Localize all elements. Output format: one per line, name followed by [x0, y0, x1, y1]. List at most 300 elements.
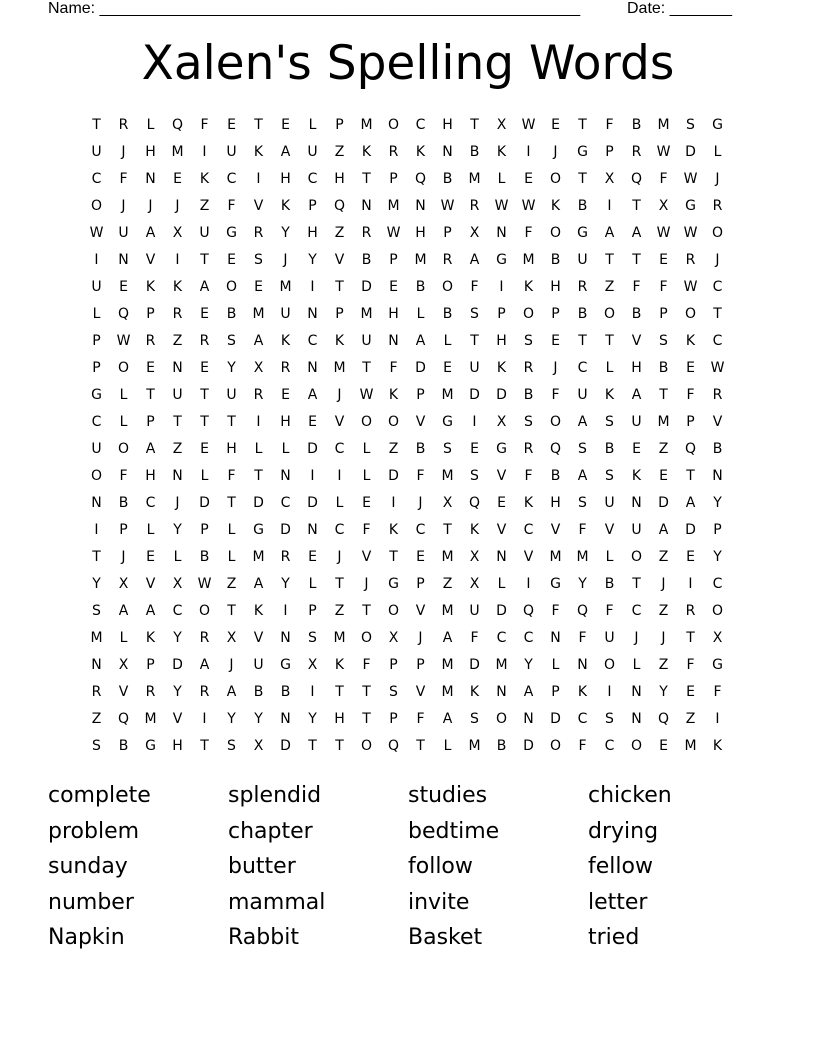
grid-letter: M	[360, 116, 373, 133]
grid-letter: V	[415, 602, 426, 619]
grid-letter: L	[416, 305, 425, 322]
grid-letter: H	[550, 278, 561, 295]
grid-letter: C	[307, 170, 318, 187]
grid-letter: B	[118, 494, 129, 511]
grid-letter: P	[92, 359, 101, 376]
grid-letter: X	[469, 548, 480, 565]
grid-letter: O	[117, 440, 130, 457]
grid-letter: U	[631, 521, 642, 538]
grid-letter: D	[415, 359, 426, 376]
word-list-item: chicken	[588, 783, 672, 808]
grid-letter: K	[145, 278, 156, 295]
grid-letter: K	[712, 737, 723, 754]
grid-letter: B	[253, 683, 264, 700]
grid-letter: N	[631, 494, 642, 511]
grid-letter: C	[334, 440, 345, 457]
grid-letter: V	[523, 548, 534, 565]
grid-letter: L	[497, 575, 506, 592]
grid-letter: D	[496, 386, 507, 403]
grid-letter: T	[632, 251, 641, 268]
grid-letter: O	[522, 305, 535, 322]
grid-letter: P	[146, 305, 155, 322]
grid-letter: E	[416, 548, 425, 565]
grid-letter: M	[441, 548, 454, 565]
grid-letter: I	[202, 143, 207, 160]
grid-letter: N	[172, 359, 183, 376]
grid-letter: N	[631, 683, 642, 700]
word-list-item: bedtime	[408, 818, 500, 844]
grid-letter: U	[226, 143, 237, 160]
grid-letter: M	[333, 359, 346, 376]
grid-letter: D	[280, 737, 291, 754]
grid-letter: U	[199, 224, 210, 241]
grid-letter: E	[551, 332, 560, 349]
grid-letter: P	[443, 224, 452, 241]
grid-letter: E	[659, 467, 668, 484]
grid-letter: D	[280, 521, 291, 538]
grid-letter: E	[200, 305, 209, 322]
grid-letter: Z	[604, 278, 615, 295]
grid-letter: G	[280, 656, 291, 673]
grid-letter: Y	[173, 629, 182, 646]
word-list-item: butter	[228, 854, 296, 879]
grid-letter: I	[310, 683, 315, 700]
grid-letter: H	[280, 170, 291, 187]
grid-letter: Z	[658, 548, 669, 565]
grid-letter: X	[253, 737, 264, 754]
grid-letter: Z	[172, 332, 183, 349]
grid-letter: N	[361, 197, 372, 214]
grid-letter: O	[441, 278, 454, 295]
grid-letter: V	[415, 413, 426, 430]
grid-row	[83, 678, 731, 705]
grid-row	[83, 354, 731, 381]
grid-letter: V	[496, 467, 507, 484]
grid-letter: F	[632, 278, 641, 295]
grid-letter: L	[335, 494, 344, 511]
grid-letter: B	[577, 305, 588, 322]
grid-letter: E	[659, 251, 668, 268]
grid-letter: J	[553, 143, 558, 160]
grid-letter: R	[523, 359, 534, 376]
grid-letter: V	[604, 521, 615, 538]
grid-letter: P	[416, 575, 425, 592]
grid-row	[83, 543, 731, 570]
grid-letter: X	[496, 413, 507, 430]
grid-letter: I	[526, 575, 531, 592]
grid-letter: N	[415, 197, 426, 214]
grid-row	[83, 111, 731, 138]
grid-letter: K	[523, 278, 534, 295]
grid-letter: B	[604, 575, 615, 592]
grid-letter: Q	[522, 602, 535, 619]
grid-letter: G	[577, 224, 588, 241]
grid-letter: B	[226, 305, 237, 322]
word-list-item: studies	[408, 783, 488, 808]
grid-letter: U	[577, 386, 588, 403]
grid-letter: N	[712, 467, 723, 484]
grid-letter: K	[604, 386, 615, 403]
grid-letter: T	[713, 305, 722, 322]
grid-letter: T	[362, 602, 371, 619]
grid-row	[83, 597, 731, 624]
grid-letter: H	[388, 305, 399, 322]
grid-row	[83, 381, 731, 408]
grid-letter: O	[360, 737, 373, 754]
grid-letter: Q	[117, 710, 130, 727]
word-list-item: tried	[588, 925, 640, 950]
grid-letter: I	[391, 494, 396, 511]
grid-letter: R	[172, 305, 183, 322]
grid-letter: X	[172, 575, 183, 592]
grid-letter: H	[334, 170, 345, 187]
grid-letter: B	[415, 440, 426, 457]
grid-letter: S	[227, 737, 236, 754]
grid-letter: U	[604, 629, 615, 646]
grid-letter: C	[307, 332, 318, 349]
grid-letter: Q	[117, 305, 130, 322]
grid-letter: D	[307, 494, 318, 511]
grid-letter: C	[523, 521, 534, 538]
grid-letter: B	[496, 737, 507, 754]
grid-letter: R	[469, 197, 480, 214]
grid-letter: K	[523, 494, 534, 511]
grid-letter: U	[361, 332, 372, 349]
grid-letter: M	[90, 629, 103, 646]
grid-letter: X	[307, 656, 318, 673]
grid-letter: G	[712, 656, 723, 673]
word-list-item: Basket	[408, 925, 483, 950]
grid-letter: F	[200, 116, 209, 133]
grid-letter: O	[684, 305, 697, 322]
grid-letter: K	[199, 170, 210, 187]
grid-letter: L	[92, 305, 101, 322]
grid-row	[83, 165, 731, 192]
grid-row	[83, 327, 731, 354]
grid-letter: T	[578, 116, 587, 133]
grid-letter: A	[442, 710, 453, 727]
grid-letter: T	[389, 548, 398, 565]
grid-letter: U	[226, 386, 237, 403]
grid-letter: K	[415, 143, 426, 160]
grid-letter: P	[308, 197, 317, 214]
grid-letter: Y	[227, 359, 236, 376]
grid-letter: C	[604, 737, 615, 754]
grid-letter: L	[119, 629, 128, 646]
grid-letter: F	[119, 467, 128, 484]
grid-letter: D	[496, 602, 507, 619]
grid-letter: N	[307, 359, 318, 376]
grid-letter: N	[550, 629, 561, 646]
grid-letter: A	[253, 575, 264, 592]
grid-letter: V	[253, 197, 264, 214]
grid-letter: B	[280, 683, 291, 700]
grid-letter: D	[253, 494, 264, 511]
grid-letter: S	[92, 602, 101, 619]
word-list-item: Rabbit	[228, 925, 299, 950]
grid-row	[83, 732, 731, 759]
grid-letter: F	[362, 656, 371, 673]
grid-letter: E	[200, 440, 209, 457]
grid-letter: D	[361, 278, 372, 295]
grid-letter: B	[658, 359, 669, 376]
grid-letter: Z	[388, 440, 399, 457]
grid-letter: M	[468, 170, 481, 187]
grid-letter: U	[469, 359, 480, 376]
grid-letter: P	[551, 305, 560, 322]
grid-letter: Y	[227, 710, 236, 727]
grid-letter: G	[442, 413, 453, 430]
grid-row	[83, 300, 731, 327]
grid-letter: O	[630, 737, 643, 754]
grid-letter: P	[389, 251, 398, 268]
grid-letter: R	[280, 359, 291, 376]
grid-letter: P	[389, 170, 398, 187]
grid-letter: U	[604, 494, 615, 511]
grid-letter: T	[362, 710, 371, 727]
grid-letter: U	[91, 440, 102, 457]
grid-letter: M	[576, 548, 589, 565]
grid-letter: P	[659, 305, 668, 322]
grid-letter: X	[469, 224, 480, 241]
grid-letter: Z	[442, 575, 453, 592]
grid-letter: R	[685, 251, 696, 268]
grid-letter: O	[549, 413, 562, 430]
grid-letter: V	[118, 683, 129, 700]
grid-letter: A	[199, 278, 210, 295]
grid-letter: K	[631, 467, 642, 484]
grid-letter: Z	[334, 224, 345, 241]
grid-letter: V	[145, 251, 156, 268]
grid-letter: N	[91, 494, 102, 511]
grid-letter: Q	[387, 737, 400, 754]
grid-letter: E	[227, 251, 236, 268]
word-list-item: number	[48, 889, 134, 915]
grid-letter: F	[686, 656, 695, 673]
grid-letter: O	[711, 602, 724, 619]
grid-letter: X	[604, 170, 615, 187]
grid-letter: G	[91, 386, 102, 403]
grid-row	[83, 516, 731, 543]
grid-letter: M	[441, 602, 454, 619]
grid-letter: Z	[658, 656, 669, 673]
grid-letter: M	[171, 143, 184, 160]
grid-letter: G	[577, 143, 588, 160]
grid-letter: R	[91, 683, 102, 700]
grid-letter: W	[359, 386, 374, 403]
grid-letter: J	[634, 629, 639, 646]
grid-letter: O	[387, 116, 400, 133]
grid-letter: K	[388, 521, 399, 538]
grid-letter: Y	[281, 224, 290, 241]
grid-letter: S	[605, 710, 614, 727]
grid-letter: N	[172, 467, 183, 484]
grid-letter: E	[119, 278, 128, 295]
grid-letter: N	[496, 224, 507, 241]
grid-letter: L	[200, 467, 209, 484]
grid-letter: T	[470, 116, 479, 133]
grid-letter: A	[145, 224, 156, 241]
grid-letter: N	[496, 548, 507, 565]
grid-letter: Z	[172, 440, 183, 457]
grid-letter: J	[337, 548, 342, 565]
grid-letter: K	[280, 197, 291, 214]
grid-letter: T	[254, 467, 263, 484]
grid-letter: L	[605, 548, 614, 565]
grid-letter: B	[361, 251, 372, 268]
grid-letter: T	[308, 737, 317, 754]
grid-letter: O	[360, 413, 373, 430]
grid-letter: Y	[254, 710, 263, 727]
grid-letter: A	[523, 683, 534, 700]
grid-letter: I	[94, 521, 99, 538]
grid-letter: L	[254, 440, 263, 457]
grid-letter: M	[657, 413, 670, 430]
grid-letter: Y	[713, 548, 722, 565]
grid-letter: L	[605, 359, 614, 376]
word-list-item: complete	[48, 783, 151, 808]
grid-letter: M	[441, 386, 454, 403]
grid-letter: A	[307, 386, 318, 403]
grid-letter: T	[227, 494, 236, 511]
grid-letter: A	[469, 251, 480, 268]
grid-letter: E	[632, 440, 641, 457]
grid-letter: L	[227, 521, 236, 538]
grid-letter: A	[280, 143, 291, 160]
grid-letter: G	[145, 737, 156, 754]
grid-letter: O	[603, 305, 616, 322]
grid-letter: T	[335, 278, 344, 295]
grid-letter: R	[199, 332, 210, 349]
grid-letter: D	[307, 440, 318, 457]
grid-letter: X	[172, 224, 183, 241]
grid-letter: C	[91, 413, 102, 430]
grid-letter: X	[469, 575, 480, 592]
grid-row	[83, 435, 731, 462]
grid-letter: H	[145, 467, 156, 484]
grid-letter: D	[658, 494, 669, 511]
grid-letter: V	[712, 413, 723, 430]
grid-letter: B	[550, 251, 561, 268]
grid-letter: J	[337, 386, 342, 403]
grid-letter: P	[497, 305, 506, 322]
grid-letter: E	[362, 494, 371, 511]
grid-letter: J	[148, 197, 153, 214]
grid-letter: G	[712, 116, 723, 133]
grid-letter: V	[415, 683, 426, 700]
grid-letter: I	[310, 467, 315, 484]
grid-letter: P	[92, 332, 101, 349]
grid-letter: F	[551, 602, 560, 619]
grid-letter: P	[200, 521, 209, 538]
grid-letter: R	[361, 224, 372, 241]
grid-letter: Y	[308, 251, 317, 268]
grid-letter: G	[550, 575, 561, 592]
grid-letter: O	[225, 278, 238, 295]
word-list-item: letter	[588, 889, 648, 915]
word-list-item: sunday	[48, 854, 128, 879]
grid-letter: B	[604, 440, 615, 457]
grid-letter: L	[713, 143, 722, 160]
word-search-grid	[83, 111, 731, 759]
grid-letter: N	[145, 170, 156, 187]
page-title: Xalen's Spelling Words	[141, 36, 675, 91]
grid-letter: R	[388, 143, 399, 160]
grid-letter: S	[578, 440, 587, 457]
grid-letter: Q	[414, 170, 427, 187]
grid-letter: T	[470, 332, 479, 349]
grid-letter: H	[307, 224, 318, 241]
grid-letter: T	[92, 548, 101, 565]
grid-letter: F	[659, 170, 668, 187]
grid-letter: G	[685, 197, 696, 214]
grid-letter: X	[496, 116, 507, 133]
grid-row	[83, 489, 731, 516]
grid-letter: M	[441, 656, 454, 673]
grid-letter: S	[686, 116, 695, 133]
grid-letter: O	[549, 170, 562, 187]
grid-letter: H	[550, 494, 561, 511]
grid-letter: A	[442, 629, 453, 646]
grid-letter: L	[632, 656, 641, 673]
grid-letter: B	[118, 737, 129, 754]
grid-letter: S	[470, 305, 479, 322]
grid-letter: G	[253, 521, 264, 538]
grid-letter: F	[659, 278, 668, 295]
grid-letter: F	[686, 386, 695, 403]
grid-letter: U	[577, 251, 588, 268]
grid-letter: I	[607, 197, 612, 214]
grid-letter: V	[496, 521, 507, 538]
grid-letter: W	[683, 224, 698, 241]
grid-letter: F	[524, 467, 533, 484]
grid-letter: X	[118, 656, 129, 673]
grid-letter: D	[388, 467, 399, 484]
grid-letter: L	[443, 737, 452, 754]
grid-letter: V	[361, 548, 372, 565]
grid-letter: C	[712, 575, 723, 592]
grid-letter: M	[387, 197, 400, 214]
grid-letter: J	[229, 656, 234, 673]
grid-letter: E	[686, 548, 695, 565]
grid-letter: W	[710, 359, 725, 376]
grid-letter: B	[523, 386, 534, 403]
grid-letter: H	[226, 440, 237, 457]
grid-letter: Y	[659, 683, 668, 700]
grid-letter: D	[469, 386, 480, 403]
grid-row	[83, 273, 731, 300]
grid-letter: S	[659, 332, 668, 349]
grid-letter: S	[524, 413, 533, 430]
grid-letter: F	[119, 170, 128, 187]
grid-letter: C	[91, 170, 102, 187]
grid-letter: V	[334, 251, 345, 268]
grid-letter: M	[522, 251, 535, 268]
word-list-item: drying	[588, 818, 659, 844]
grid-letter: T	[227, 413, 236, 430]
grid-letter: O	[387, 413, 400, 430]
grid-letter: X	[226, 629, 237, 646]
grid-letter: J	[364, 575, 369, 592]
grid-letter: R	[631, 143, 642, 160]
grid-letter: S	[443, 440, 452, 457]
grid-letter: W	[386, 224, 401, 241]
grid-letter: I	[202, 710, 207, 727]
grid-letter: X	[388, 629, 399, 646]
grid-letter: J	[175, 494, 180, 511]
grid-letter: N	[388, 332, 399, 349]
grid-letter: D	[685, 521, 696, 538]
